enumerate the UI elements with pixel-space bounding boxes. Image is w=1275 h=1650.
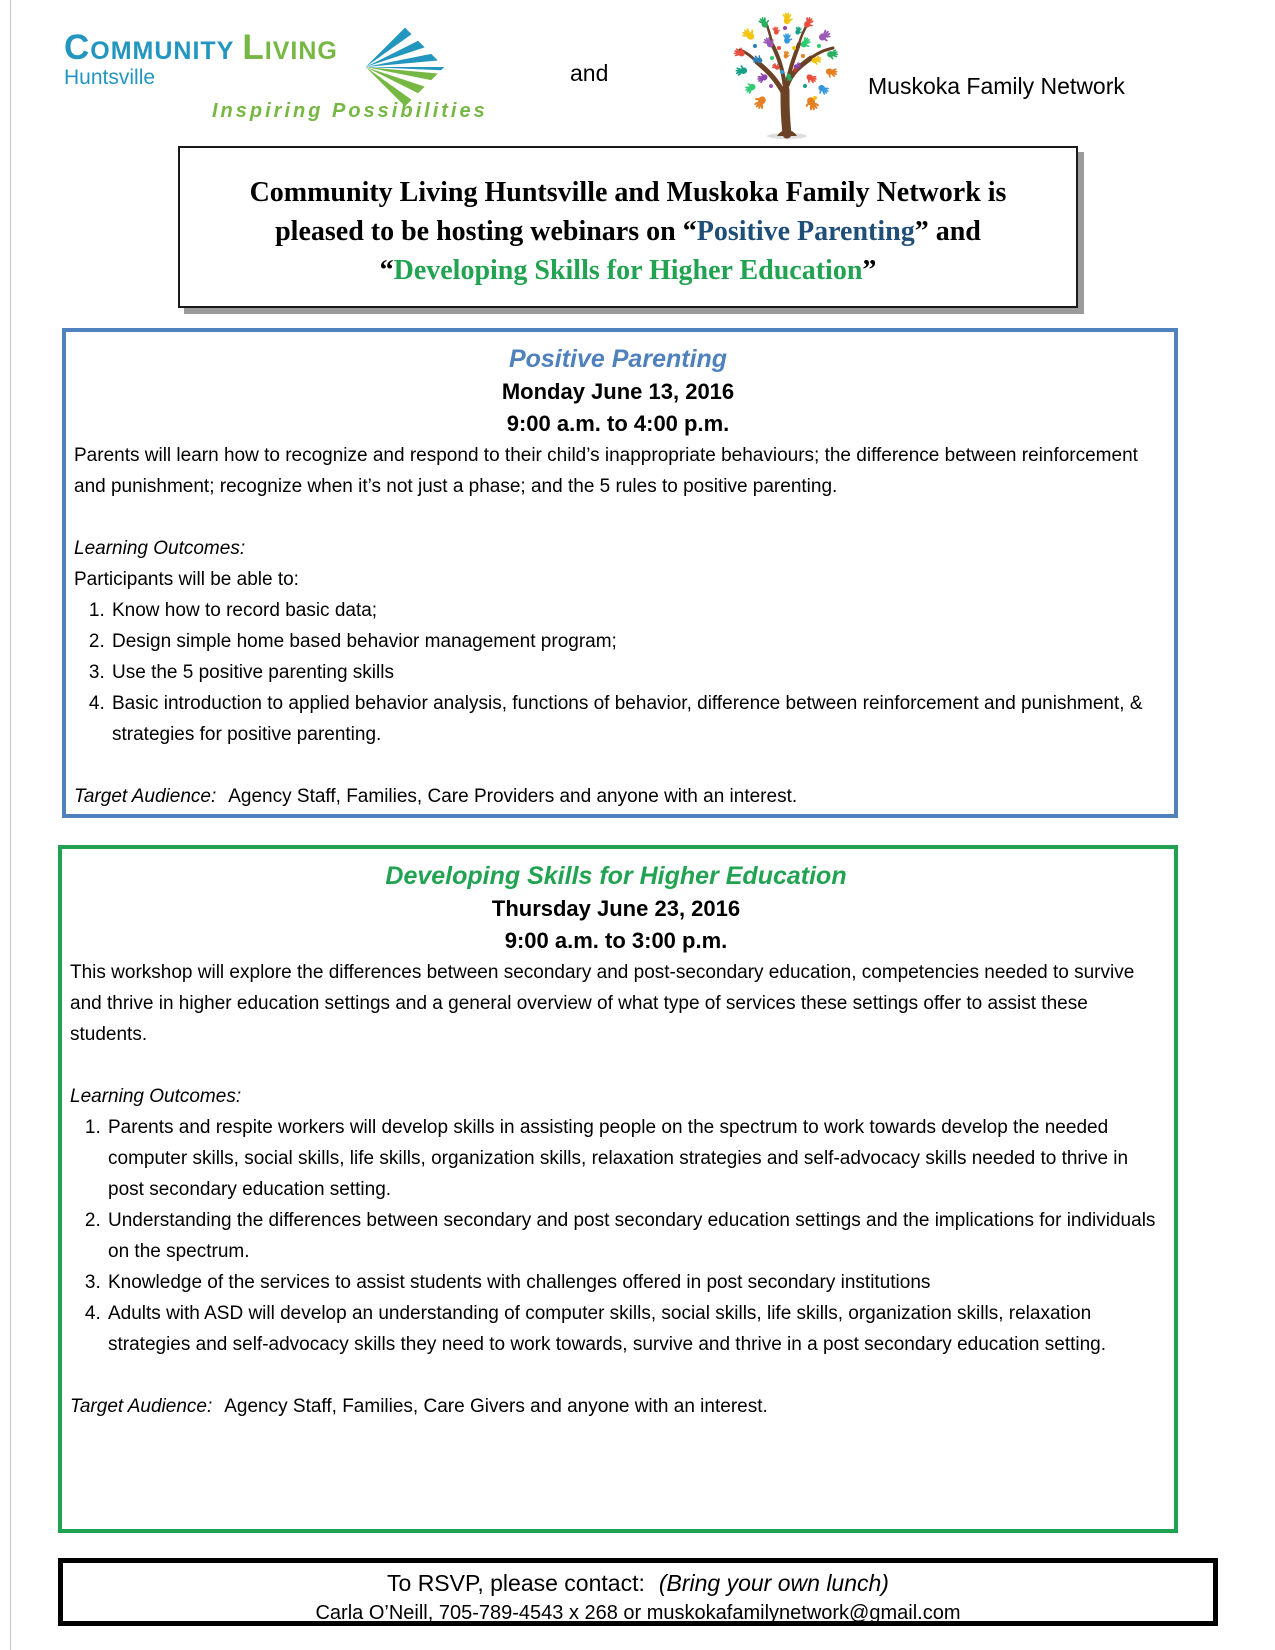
higher-education-section bbox=[58, 845, 1178, 1533]
positive-parenting-date: Monday June 13, 2016 bbox=[501, 379, 735, 404]
spacer bbox=[70, 1050, 1162, 1081]
muskoka-family-network-tree-icon bbox=[723, 10, 851, 142]
positive-parenting-time: 9:00 a.m. to 4:00 p.m. bbox=[506, 411, 730, 436]
community-living-diamond-icon bbox=[364, 26, 446, 108]
scan-edge-line bbox=[10, 0, 11, 1650]
participants-intro: Participants will be able to: bbox=[74, 569, 299, 590]
main-title-box bbox=[178, 146, 1078, 308]
target-audience-label: Target Audience: bbox=[74, 786, 217, 807]
target-audience-value: Agency Staff, Families, Care Providers and anyone with an interest. bbox=[228, 786, 798, 807]
rsvp-instruction-line bbox=[63, 1567, 1213, 1600]
higher-education-description: This workshop will explore the differences between secondary and post-secondary education, competencies needed to survive and thrive in higher education settings and a general overview of what type of services these settings offer to assist these students. bbox=[70, 962, 1135, 1045]
outcome-item: 1. Parents and respite workers will develop skills in assisting people on the spectrum to work towards develop the needed computer skills, social skills, life skills, organization skills, relaxation strategies and self-advocacy skills needed to thrive in post secondary education setting. bbox=[106, 1112, 1162, 1205]
community-living-logo bbox=[64, 28, 488, 123]
target-audience-line bbox=[74, 781, 1162, 812]
spacer bbox=[74, 750, 1162, 781]
outcome-item: 2. Understanding the differences between secondary and post secondary education settings and the implications for individuals on the spectrum. bbox=[106, 1205, 1162, 1267]
title-highlight-higher-education: Developing Skills for Higher Education bbox=[393, 255, 863, 286]
outcome-item: 4. Adults with ASD will develop an understanding of computer skills, social skills, life skills, organization skills, relaxation strategies and self-advocacy skills they need to work towards, survive and thrive in a post secondary education setting. bbox=[106, 1298, 1162, 1360]
title-text-after: ” bbox=[862, 255, 877, 286]
outcome-item: 2. Design simple home based behavior management program; bbox=[110, 626, 1162, 657]
title-highlight-positive-parenting: Positive Parenting bbox=[696, 216, 915, 247]
title-text-middle: ” and “ bbox=[379, 216, 981, 286]
rsvp-contact-text: To RSVP, please contact: bbox=[387, 1570, 645, 1596]
outcome-item: 1. Know how to record basic data; bbox=[110, 595, 1162, 626]
spacer bbox=[74, 502, 1162, 533]
rsvp-box bbox=[58, 1558, 1218, 1626]
spacer bbox=[70, 1360, 1162, 1391]
title-text-before: Community Living Huntsville and Muskoka Family Network is pleased to be hosting webinars on “ bbox=[249, 177, 1007, 247]
logo-tagline: Inspiring Possibilities bbox=[212, 100, 488, 122]
logo-word-living: Living bbox=[242, 28, 338, 67]
learning-outcomes-label: Learning Outcomes: bbox=[70, 1086, 242, 1107]
outcome-item: 3. Use the 5 positive parenting skills bbox=[110, 657, 1162, 688]
target-audience-value: Agency Staff, Families, Care Givers and anyone with an interest. bbox=[224, 1396, 768, 1417]
logo-word-community: Community bbox=[64, 28, 235, 67]
target-audience-label: Target Audience: bbox=[70, 1396, 213, 1417]
outcome-item: 3. Knowledge of the services to assist students with challenges offered in post secondary institutions bbox=[106, 1267, 1162, 1298]
higher-education-date: Thursday June 23, 2016 bbox=[491, 896, 741, 921]
higher-education-outcomes-list bbox=[70, 1112, 1162, 1360]
positive-parenting-description: Parents will learn how to recognize and respond to their child’s inappropriate behaviours; the difference between reinforcement and punishment; recognize when it’s not just a phase; and the 5 rules to positive parenting. bbox=[74, 445, 1138, 497]
partner-name-label: Muskoka Family Network bbox=[868, 73, 1125, 99]
positive-parenting-outcomes-list bbox=[74, 595, 1162, 750]
conjunction-text: and bbox=[570, 60, 609, 86]
logo-city-label: Huntsville bbox=[64, 66, 156, 89]
higher-education-time: 9:00 a.m. to 3:00 p.m. bbox=[504, 928, 728, 953]
positive-parenting-section bbox=[62, 328, 1178, 818]
higher-education-title: Developing Skills for Higher Education bbox=[385, 862, 847, 890]
learning-outcomes-label: Learning Outcomes: bbox=[74, 538, 246, 559]
rsvp-contact-details: Carla O’Neill, 705-789-4543 x 268 or muskokafamilynetwork@gmail.com bbox=[315, 1602, 961, 1624]
positive-parenting-title: Positive Parenting bbox=[508, 345, 728, 373]
outcome-item: 4. Basic introduction to applied behavior analysis, functions of behavior, difference between reinforcement and punishment, & strategies for positive parenting. bbox=[110, 688, 1162, 750]
rsvp-lunch-note: (Bring your own lunch) bbox=[658, 1570, 889, 1596]
target-audience-line bbox=[70, 1391, 1162, 1422]
